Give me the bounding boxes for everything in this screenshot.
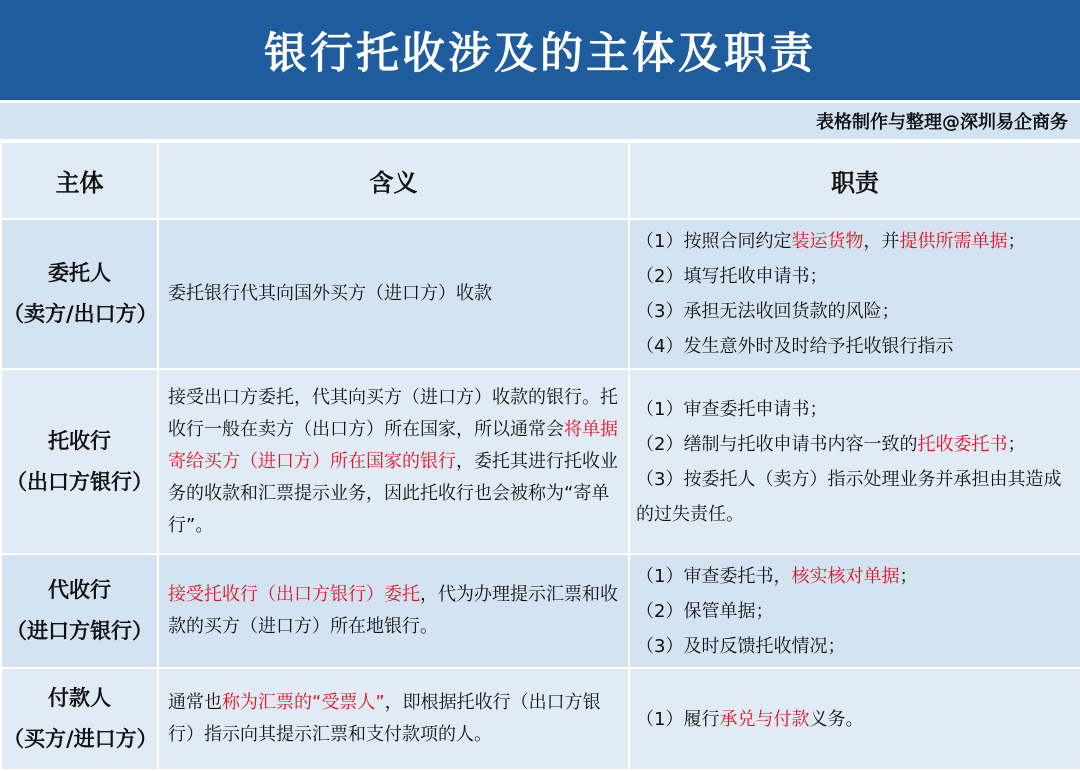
meaning-cell [158,219,629,369]
body-text: 通常也 [168,692,222,713]
page-title: 银行托收涉及的主体及职责 [0,0,1080,100]
highlight-text: 装运货物 [791,231,864,252]
table-row [1,369,1080,554]
subject-name: 付款人 [48,686,111,710]
body-text: （3）按委托人（卖方）指示处理业务并承担由其造成的过失责任。 [636,468,1062,525]
body-text: ，代为办理提示汇票和收款的买方（进口方）所在地银行。 [168,584,618,637]
body-text: ，即根据托收行（出口方银行）指示向其提示汇票和支付款项的人。 [168,692,601,745]
subject-name: 托收行 [48,428,111,453]
duty-item [636,329,1076,364]
body-text: （1）按照合同约定 [636,231,792,252]
meaning-cell [158,668,629,770]
body-text: （1）审查委托书， [636,565,792,587]
duty-item [636,294,1076,329]
subject-cell [1,668,158,770]
body-text: （2）填写托收申请书； [636,266,828,287]
duty-item [636,427,1076,462]
duty-item [636,392,1076,427]
highlight-text: 称为汇票的“受票人” [222,692,385,713]
subject-note: （卖方/出口方） [3,302,158,326]
credit-line [0,103,1080,139]
duty-item [636,702,1076,737]
subject-cell [1,554,158,668]
body-text: （1）审查委托申请书； [636,398,828,420]
body-text: （2）保管单据； [636,600,774,622]
meaning-cell [158,554,629,668]
duty-cell [629,369,1080,554]
body-text: （1）履行 [636,708,720,730]
body-text: （3）及时反馈托收情况； [636,635,846,657]
subject-cell [1,219,158,369]
duty-item [636,629,1076,664]
body-text: ，委托其进行托收业务的收款和汇票提示业务，因此托收行也会被称为“寄单行”。 [168,450,618,536]
table-row [1,668,1080,770]
body-text: 接受出口方委托，代其向买方（进口方）收款的银行。托收行一般在卖方（出口方）所在国家，所以通常会 [168,386,618,440]
credit-text: 表格制作与整理@深圳易企商务 [816,112,1068,133]
body-text: ，并 [863,231,900,252]
duty-cell [629,219,1080,369]
meaning-cell [158,369,629,554]
highlight-text: 托收委托书 [917,433,1008,455]
subject-name: 代收行 [48,578,111,602]
header-subject: 主体 [1,142,158,219]
body-text: （2）缮制与托收申请书内容一致的 [636,433,918,455]
table-row [1,554,1080,668]
duty-item [636,594,1076,629]
subject-note: （买方/进口方） [3,727,158,751]
header-row [1,142,1080,219]
highlight-text: 接受托收行（出口方银行）委托 [168,584,420,605]
body-text: （3）承担无法收回货款的风险； [636,301,900,322]
header-meaning: 含义 [158,142,629,219]
duty-item [636,462,1076,532]
body-text: 委托银行代其向国外买方（进口方）收款 [168,283,492,304]
highlight-text: 承兑与付款 [719,708,810,730]
body-text: ； [1007,433,1026,455]
duty-cell [629,554,1080,668]
responsibility-table [0,141,1080,771]
highlight-text: 将单据寄给买方（进口方）所在国家的银行 [168,418,618,472]
body-text: ； [899,565,918,587]
body-text: ； [1007,231,1026,252]
duty-item [636,559,1076,594]
highlight-text: 核实核对单据 [791,565,900,587]
duty-cell [629,668,1080,770]
duty-item [636,259,1076,294]
body-text: 义务。 [809,708,864,730]
highlight-text: 提供所需单据 [899,231,1008,252]
subject-note: （进口方银行） [6,619,153,643]
body-text: （4）发生意外时及时给予托收银行指示 [636,336,954,357]
table-row [1,219,1080,369]
duty-item [636,224,1076,259]
subject-note: （出口方银行） [6,469,153,494]
subject-cell [1,369,158,554]
subject-name: 委托人 [48,261,111,285]
header-duty: 职责 [629,142,1080,219]
